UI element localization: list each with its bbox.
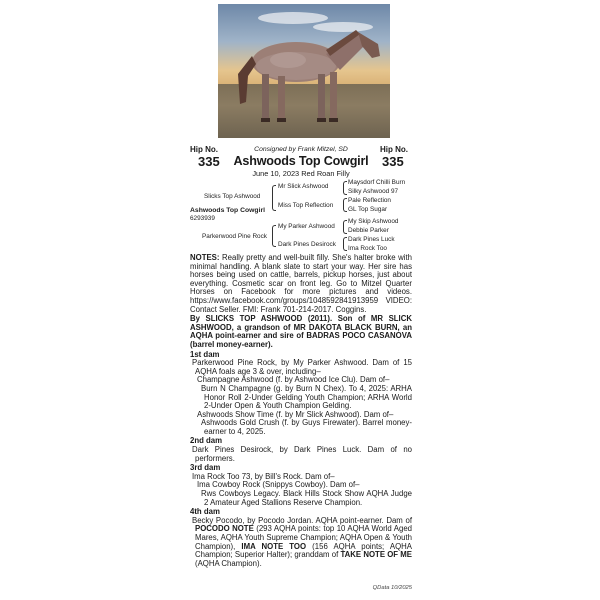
fourth-dam-bold-name: IMA NOTE TOO — [241, 541, 307, 551]
pedigree-ggp: Dark Pines Luck — [348, 236, 395, 243]
sire-summary: By SLICKS TOP ASHWOOD (2011). Son of MR SLICK ASHWOOD, a grandson of MR DAKOTA BLACK BURN, an AQHA point-earner and sire of BADRAS POCO CASANOVA (barrel money-earner). — [190, 314, 412, 349]
catalog-body — [190, 254, 412, 568]
pedigree-ggp: Pale Reflection — [348, 197, 391, 204]
second-dam-text: Dark Pines Desirock, by Dark Pines Luck. Dam of no performers. — [192, 445, 412, 463]
horse-photo — [218, 4, 390, 138]
third-dam-text: Ima Rock Too 73, by Bill's Rock. Dam of– — [192, 471, 335, 481]
first-dam-intro: Parkerwood Pine Rock, by My Parker Ashwood. Dam of 15 AQHA foals age 3 & over, including– — [192, 358, 412, 376]
hip-label-left: Hip No. — [190, 145, 218, 154]
third-dam-produce: Ima Cowboy Rock (Snippys Cowboy). Dam of– — [197, 480, 360, 490]
first-dam-heading: 1st dam — [190, 349, 220, 359]
first-dam-grand-produce: Ashwoods Gold Crush (f. by Guys Firewater). Barrel money-earner to 4, 2025. — [201, 418, 412, 436]
pedigree-brace — [343, 198, 347, 212]
fourth-dam-text-part: Becky Pocodo, by Pocodo Jordan. AQHA point-earner. Dam of — [192, 515, 412, 525]
fourth-dam-bold-name: TAKE NOTE OF ME — [340, 550, 412, 560]
pedigree-sire-dam: Miss Top Reflection — [278, 202, 334, 209]
consignor: Consigned by Frank Mitzel, SD — [254, 146, 348, 153]
data-source-footer: QData 10/2025 — [372, 585, 412, 591]
third-dam-heading: 3rd dam — [190, 463, 221, 473]
pedigree-ggp: Ima Rock Too — [348, 245, 387, 252]
notes-text: Really pretty and well-built filly. She's halter broke with minimal handling. A blank slate to start your way. Her sire has horses being used on cattle, barrels, pickup horses, just about everything. Cosmetic scar on front leg. Go to Mitzel Quarter Horses on Facebook for more pictures and videos. https://www.facebook.com/groups/1048592841913959 VIDEO: Contact Seller. FMI: Frank 701-214-2017. Coggins. — [190, 253, 412, 314]
fourth-dam-text-part: (293 AQHA points: top 10 AQHA World Aged Mares, AQHA Youth Supreme Champion; AQHA Open & Youth Champion), — [195, 524, 413, 551]
pedigree-dam-dam: Dark Pines Desirock — [278, 241, 336, 248]
first-dam-produce: Ashwoods Show Time (f. by Mr Slick Ashwood). Dam of– — [197, 409, 394, 419]
foaling-info: June 10, 2023 Red Roan Filly — [252, 169, 350, 178]
pedigree-brace — [272, 225, 276, 247]
second-dam-heading: 2nd dam — [190, 436, 223, 446]
pedigree-brace — [343, 181, 347, 195]
pedigree-ggp: Debbie Parker — [348, 227, 389, 234]
fourth-dam-text-part: (AQHA Champion). — [195, 558, 262, 568]
pedigree-reg-number: 6293939 — [190, 215, 215, 222]
first-dam-grand-produce: Burn N Champagne (g. by Burn N Chex). To 4, 2025: ARHA Honor Roll 2-Under Gelding Youth Champion; ARHA World 2-Under Open & Youth Champion Gelding. — [201, 383, 412, 411]
pedigree-ggp: GL Top Sugar — [348, 206, 388, 213]
hip-number-left: 335 — [198, 154, 220, 169]
pedigree-sire-sire: Mr Slick Ashwood — [278, 183, 329, 190]
pedigree-brace — [272, 185, 276, 211]
first-dam-produce: Champagne Ashwood (f. by Ashwood Ice Clu). Dam of– — [197, 375, 390, 385]
pedigree-brace — [343, 220, 347, 234]
pedigree-ggp: My Skip Ashwood — [348, 218, 399, 225]
fourth-dam-heading: 4th dam — [190, 507, 220, 517]
notes-label: NOTES: — [190, 253, 220, 262]
horse-figure — [218, 4, 390, 138]
pedigree-dam-sire: My Parker Ashwood — [278, 223, 335, 230]
notes-paragraph — [190, 254, 412, 314]
sale-catalog-page — [188, 0, 414, 600]
horse-name: Ashwoods Top Cowgirl — [233, 154, 369, 168]
hip-number-right: 335 — [382, 154, 404, 169]
pedigree-ggp: Maysdorf Chilli Burn — [348, 179, 406, 186]
pedigree-sire: Slicks Top Ashwood — [204, 193, 261, 200]
pedigree-subject: Ashwoods Top Cowgirl — [190, 207, 266, 214]
pedigree-dam: Parkerwood Pine Rock — [202, 233, 268, 240]
fourth-dam-text-part: (156 AQHA points; AQHA Champion; Superior Halter); granddam of — [195, 541, 412, 560]
third-dam-grand-produce: Rws Cowboys Legacy. Black Hills Stock Show AQHA Judge 2 Amateur Aged Stallions Reserve Champion. — [201, 489, 412, 507]
pedigree-ggp: Silky Ashwood 97 — [348, 188, 399, 195]
pedigree-brace — [343, 237, 347, 251]
hip-label-right: Hip No. — [380, 145, 408, 154]
fourth-dam-bold-name: POCODO NOTE — [195, 524, 254, 534]
fourth-dam-text — [190, 517, 412, 569]
